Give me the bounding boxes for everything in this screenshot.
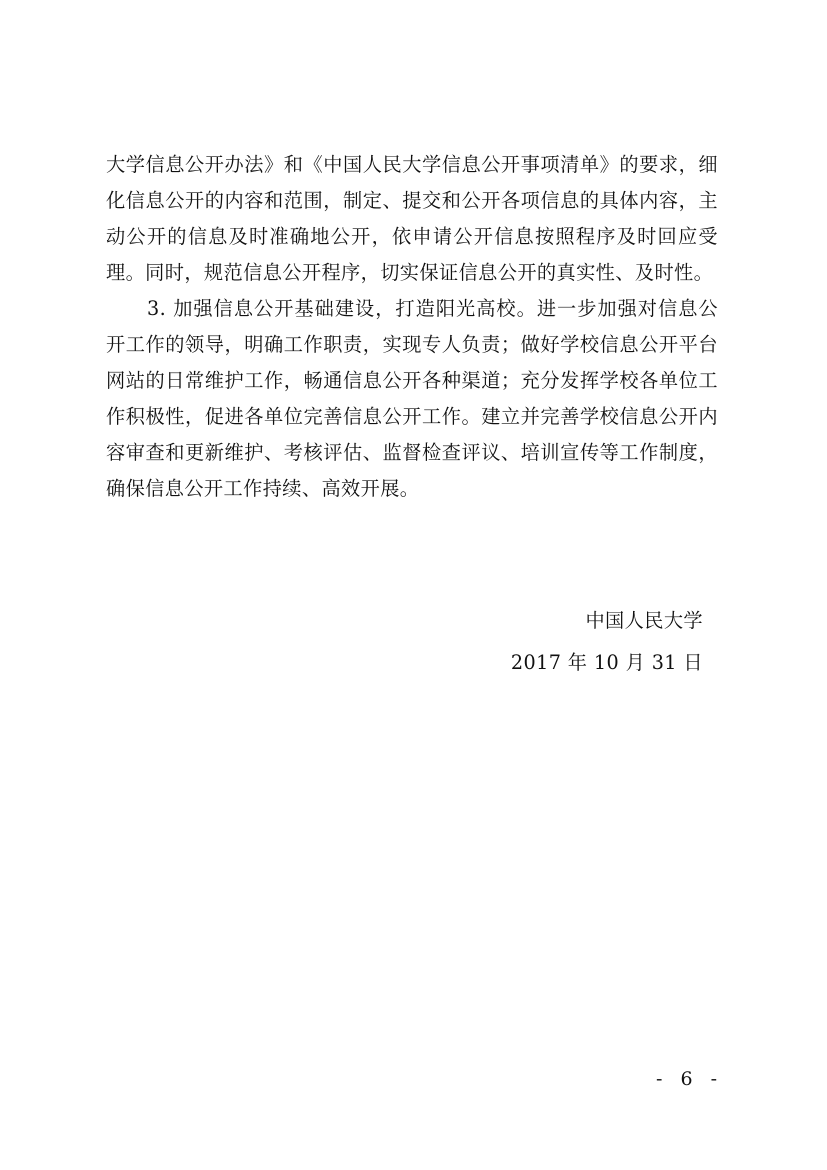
- document-body: [106, 147, 718, 507]
- page-number: - 6 -: [655, 1068, 723, 1090]
- paragraph-section-3: 3. 加强信息公开基础建设，打造阳光高校。进一步加强对信息公开工作的领导，明确工作职责，实现专人负责；做好学校信息公开平台网站的日常维护工作，畅通信息公开各种渠道；充分发挥学校各单位工作积极性，促进各单位完善信息公开工作。建立并完善学校信息公开内容审查和更新维护、考核评估、监督检查评议、培训宣传等工作制度，确保信息公开工作持续、高效开展。: [106, 297, 718, 500]
- paragraph-continuation: 大学信息公开办法》和《中国人民大学信息公开事项清单》的要求，细化信息公开的内容和范围，制定、提交和公开各项信息的具体内容，主动公开的信息及时准确地公开，依申请公开信息按照程序及时回应受理。同时，规范信息公开程序，切实保证信息公开的真实性、及时性。: [106, 153, 718, 284]
- signature-date: 2017 年 10 月 31 日: [510, 651, 703, 674]
- signature-organization: 中国人民大学: [585, 609, 703, 632]
- signature-block: [511, 600, 703, 684]
